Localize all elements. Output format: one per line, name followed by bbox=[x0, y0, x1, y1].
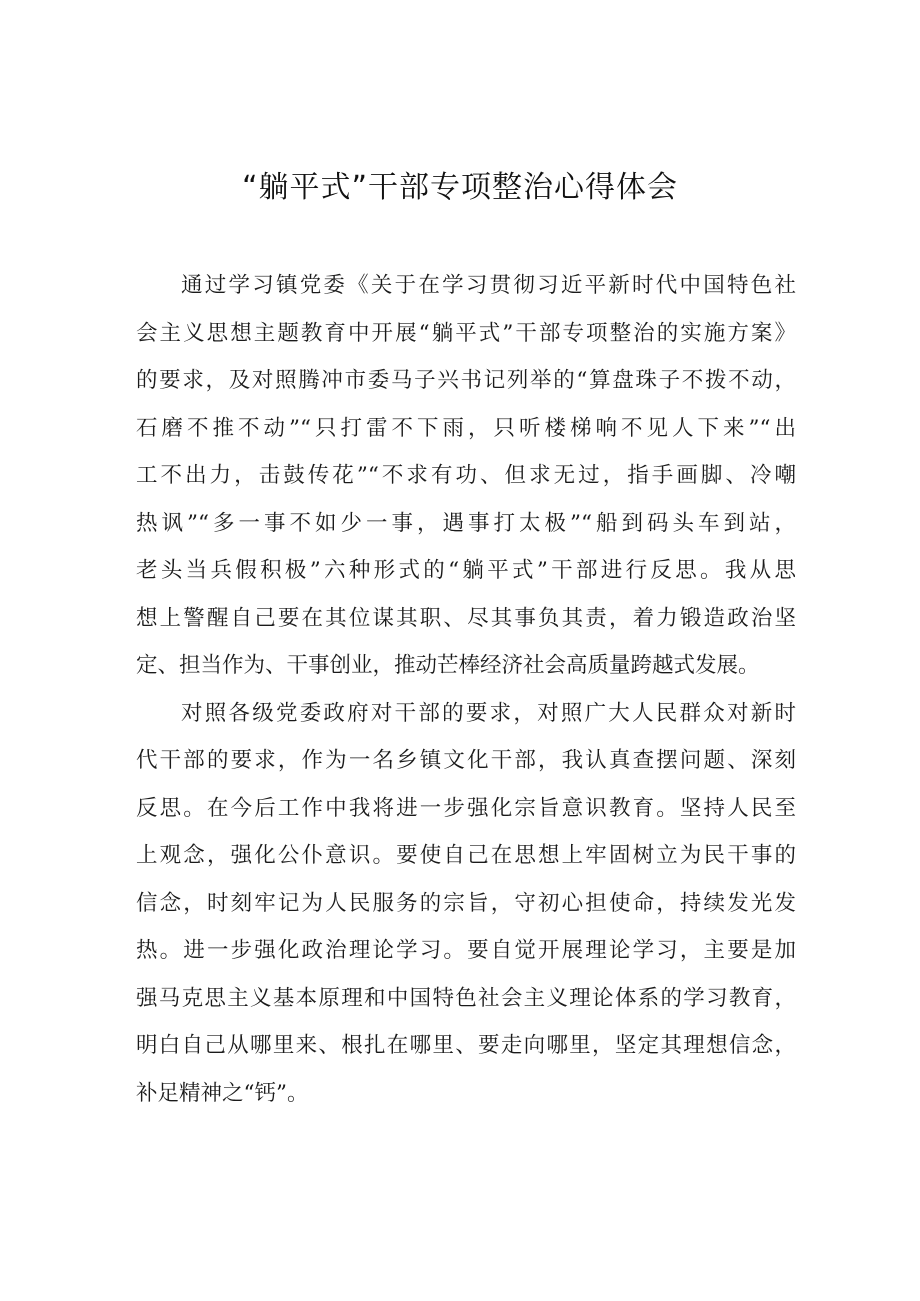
paragraph-1 bbox=[136, 262, 796, 690]
paragraph-line: 代干部的要求，作为一名乡镇文化干部，我认真查摆问题、深刻 bbox=[136, 748, 796, 773]
paragraph-line: 信念，时刻牢记为人民服务的宗旨，守初心担使命，持续发光发 bbox=[136, 890, 796, 916]
paragraph-line: 上观念，强化公仆意识。要使自己在思想上牢固树立为民干事的 bbox=[136, 843, 796, 868]
paragraph-line: 石磨不推不动”“只打雷不下雨，只听楼梯响不见人下来”“出 bbox=[136, 415, 796, 441]
paragraph-line: 的要求，及对照腾冲市委马子兴书记列举的“算盘珠子不拨不动， bbox=[136, 368, 796, 393]
document-title: “躺平式”干部专项整治心得体会 bbox=[241, 170, 679, 205]
paragraph-line: 工不出力，击鼓传花”“不求有功、但求无过，指手画脚、冷嘲 bbox=[136, 463, 796, 488]
paragraph-line: 定、担当作为、干事创业，推动芒棒经济社会高质量跨越式发展。 bbox=[136, 653, 760, 678]
paragraph-line: 热讽”“多一事不如少一事，遇事打太极”“船到码头车到站， bbox=[136, 510, 796, 536]
paragraph-line: 想上警醒自己要在其位谋其职、尽其事负其责，着力锻造政治坚 bbox=[136, 605, 796, 631]
paragraph-line: 对照各级党委政府对干部的要求，对照广大人民群众对新时 bbox=[181, 700, 796, 726]
paragraph-line: 会主义思想主题教育中开展“躺平式”干部专项整治的实施方案》 bbox=[136, 320, 796, 346]
paragraph-line: 反思。在今后工作中我将进一步强化宗旨意识教育。坚持人民至 bbox=[136, 795, 796, 821]
paragraph-line: 热。进一步强化政治理论学习。要自觉开展理论学习，主要是加 bbox=[136, 938, 796, 963]
paragraph-line: 明白自己从哪里来、根扎在哪里、要走向哪里，坚定其理想信念， bbox=[136, 1033, 796, 1058]
paragraph-line: 强马克思主义基本原理和中国特色社会主义理论体系的学习教育， bbox=[136, 985, 796, 1011]
document-body bbox=[136, 262, 796, 1117]
paragraph-line: 补足精神之“钙”。 bbox=[136, 1080, 309, 1106]
paragraph-line: 通过学习镇党委《关于在学习贯彻习近平新时代中国特色社 bbox=[181, 273, 796, 298]
paragraph-2 bbox=[136, 690, 796, 1118]
paragraph-line: 老头当兵假积极”六种形式的“躺平式”干部进行反思。我从思 bbox=[136, 558, 796, 583]
